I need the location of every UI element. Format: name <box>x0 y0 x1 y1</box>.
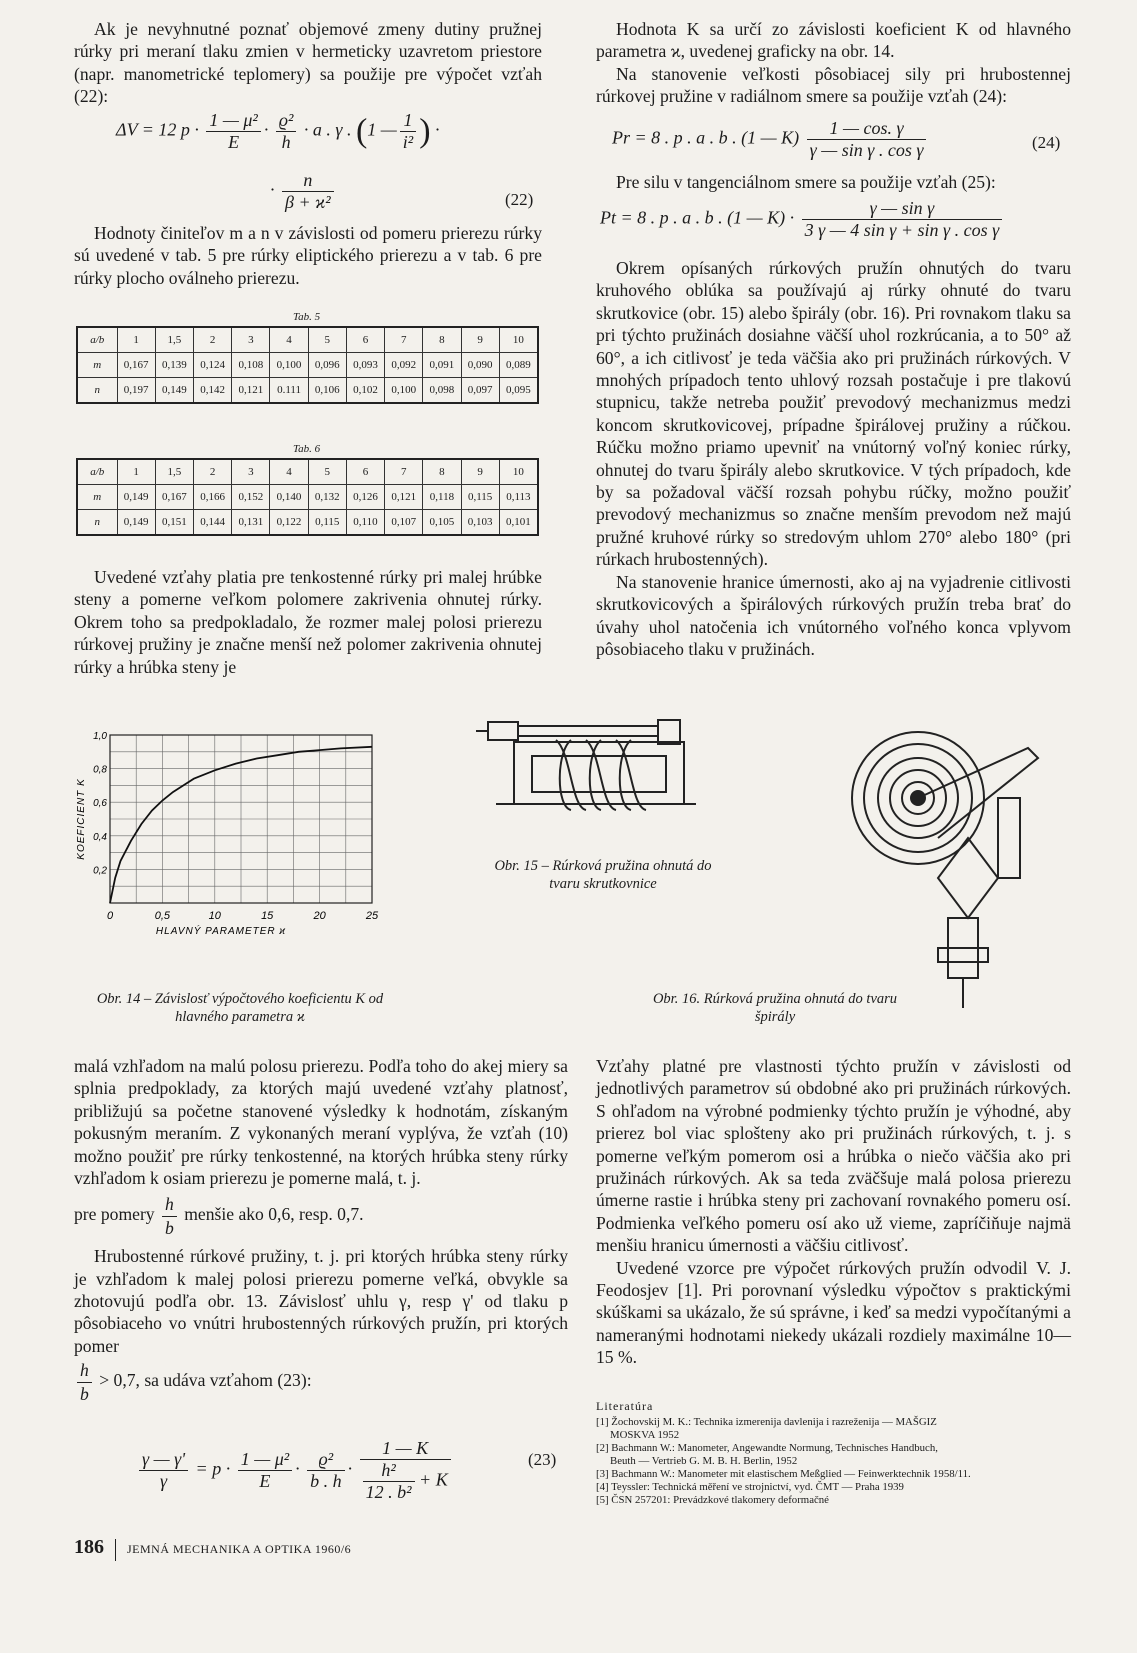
right-bottom-text: Vzťahy platné pre vlastnosti týchto pružín v závislosti od jednotlivých parametrov sú obdobné ako pri pružinách rúrkových. S ohľadom na výrobné podmienky týchto pružín je výhodné, aby prierez bol viac splošteny ako pri pružinách rúrkových, t. j. s pomerne veľkým pomerom osi a hrúbka o niečo väčšia ako pri pružinách rúrkových. Ak sa teda zväčšuje malá polosa prierezu úmerne rastie i hrúbka steny pri zachovaní rovnakého pomeru osí. Podmienka veľkého pomeru osí ako už vieme, zapríčiňuje najmä menšiu hranicu úmernosti a väčšiu citlivosť. Uvedené vzorce pre výpočet rúrkových pružín odvodil V. J. Feodosjev [1]. Pri porovnaní výsledku výpočtov s praktickými skúškami sa ukázalo, že sú správne, i keď sa medzi vypočítanými a nameranými hodnotami niekedy ukázali rozdiely maximálne 10—15 %. <box>596 1056 1071 1368</box>
table-6-caption: Tab. 6 <box>293 443 321 455</box>
x-tick-label: 15 <box>261 910 274 922</box>
table-cell: 0,089 <box>499 353 538 378</box>
table-header-cell: 10 <box>499 459 538 485</box>
table-row <box>77 510 538 536</box>
figure-15-caption: Obr. 15 – Rúrková pružina ohnutá do tvaru skrutkovnice <box>494 858 712 892</box>
table-cell: 0,197 <box>117 378 155 404</box>
table-cell: 0,107 <box>385 510 423 536</box>
figure-16-spiral-spring <box>818 718 1058 1028</box>
footer-divider <box>115 1539 116 1561</box>
table-cell: 0,151 <box>155 510 193 536</box>
right-p3: Pre silu v tangenciálnom smere sa použije vzťah (25): <box>616 172 996 192</box>
table-cell: 0,149 <box>117 485 155 510</box>
table-cell: 0,113 <box>499 485 538 510</box>
table-header-cell: 8 <box>423 327 461 353</box>
table-header-label: a/b <box>77 459 117 485</box>
table-row <box>77 353 538 378</box>
equation-23: $\frac{\gamma — \gamma'}{\gamma}$ = p · $\frac{\text{1 — μ²}}{E}$ · $\frac{\text{ϱ²}}{b . h}$ · 1 — K $\frac{\text{h²}}{\text{12 . b²}}$ + K <box>136 1438 454 1503</box>
right-mid-text: Okrem opísaných rúrkových pružín ohnutých do tvaru kruhového oblúka sa používajú aj rúrky ohnuté do tvaru skrutkovice (obr. 15) alebo špirály (obr. 16). Pri rovnakom tlaku sa pri týchto pružinách dosiahne väčší uhol rozkrúcania, a to 50° až 60°, a ich citlivosť je teda väčšia ako pri pružinách rúrkových. V mnohých prípadoch tento uhlový rozsah postačuje i pre tlakovú stupnicu, takže netreba použiť prevodový mechanizmus medzi koncom skrutkovicovej, prípadne špirálovej pružiny a rúčkou. Rúčku možno priamo upevniť na vnútorný voľný koniec rúrky, ohnutej do tvaru špirály alebo skrutkovice. V tých prípadoch, kde by sa požadoval väčší rozsah pohybu rúčky, možno použiť prevodový mechanizmus so značne menším prevodom než majú pružné kruhové rúrky so stredovým uhlom 270° alebo 180° (pri rúrkach hrubostenných). Na stanovenie hranice úmernosti, ako aj na vyjadrenie citlivosti skrutkovicových a špirálových rúrkových pružín treba brať do úvahy uhol natočenia ich vnútorného voľného konca vplyvom pôsobiaceho tlaku v pružinách. <box>596 258 1071 659</box>
table-cell: 0,140 <box>270 485 308 510</box>
table-header-cell: 1,5 <box>155 327 193 353</box>
table-header-cell: 1 <box>117 459 155 485</box>
table-cell: 0,100 <box>270 353 308 378</box>
table-cell: 0,139 <box>155 353 193 378</box>
table-cell: 0,142 <box>193 378 231 404</box>
table-header-cell: 6 <box>346 327 384 353</box>
y-axis-label: KOEFICIENT K <box>76 778 87 860</box>
table-cell: 0,126 <box>346 485 384 510</box>
equation-25: Pt = 8 . p . a . b . (1 — K) · $\frac{\text{γ — sin γ}}{\text{3 γ — 4 sin γ + sin γ . cos γ}}$ <box>600 198 1005 241</box>
table-cell: 0,167 <box>155 485 193 510</box>
y-tick-label: 0,2 <box>93 865 107 877</box>
row-label: m <box>77 485 117 510</box>
right-top-text: Hodnota K sa určí zo závislosti koeficient K od hlavného parametra ϰ, uvedenej graficky na obr. 14. Na stanovenie veľkosti pôsobiacej sily pri hrubostennej rúrkovej pružine v radiálnom smere sa použije vzťah (24): <box>596 19 1071 107</box>
table-header-cell: 9 <box>461 459 499 485</box>
table-cell: 0,110 <box>346 510 384 536</box>
figure-14-caption: Obr. 14 – Závislosť výpočtového koeficientu K od hlavného parametra ϰ <box>96 991 384 1025</box>
spiral-drawing <box>852 732 1038 1008</box>
table-cell: 0,124 <box>193 353 231 378</box>
table-cell: 0,100 <box>385 378 423 404</box>
table-cell: 0,122 <box>270 510 308 536</box>
table-cell: 0,149 <box>155 378 193 404</box>
table-header-cell: 3 <box>232 459 270 485</box>
table-header-cell: 7 <box>385 459 423 485</box>
left-after-tables-text: Uvedené vzťahy platia pre tenkostenné rúrky pri malej hrúbke steny a pomerne veľkom polomere zakrivenia ohnutej rúrky. Okrem toho sa predpokladalo, že rozmer malej polosi prierezu rúrkovej pružiny je značne menší než polomer zakrivenia ohnutej rúrky a hrúbka steny je <box>74 567 542 677</box>
table-header-cell: 6 <box>346 459 384 485</box>
left-bottom-text: malá vzhľadom na malú polosu prierezu. Podľa toho do akej miery sa splnia predpoklady, za ktorých majú uvedené vzťahy platnosť, približujú sa početne stanovené výsledky k hodnotám, získaným pokusným meraním. Z vykonaných meraní vyplýva, že vzťah (10) možno použiť pre rúrky tenkostenné, na ktorých hrúbka steny rúrky vzhľadom k osiam prierezu je pomerne malá, t. j. pre pomery $\frac{h}{b}$ menšie ako 0,6, resp. 0,7. Hrubostenné rúrkové pružiny, t. j. pri ktorých hrúbka steny rúrky je vzhľadom k malej polosi prierezu pomerne veľká, obvykle sa zhotovujú podľa obr. 13. Závislosť uhlu γ, resp γ' od tlaku p pôsobiaceho vo vnútri hrubostenných rúrkových pružín, pri ktorých pomer $\frac{h}{b}$ > 0,7, sa udáva vzťahom (23): <box>74 1056 568 1404</box>
x-tick-label: 0 <box>106 910 114 922</box>
reference-item: MOSKVA 1952 <box>610 1429 680 1441</box>
table-cell: 0,091 <box>423 353 461 378</box>
table-cell: 0.111 <box>270 378 308 404</box>
x-tick-label: 10 <box>208 910 221 922</box>
y-tick-label: 0,8 <box>93 764 107 776</box>
x-tick-label: 20 <box>313 910 326 922</box>
table-6 <box>76 458 539 536</box>
x-tick-label: 0,5 <box>154 910 171 922</box>
table-header-cell: 10 <box>499 327 538 353</box>
table-header-cell: 9 <box>461 327 499 353</box>
ratio-line-2: $\frac{h}{b}$ > 0,7, sa udáva vzťahom (23): <box>74 1359 568 1405</box>
reference-item: [4] Teyssler: Technická měření ve strojnictví, vyd. ČMT — Praha 1939 <box>596 1481 904 1493</box>
table-cell: 0,115 <box>461 485 499 510</box>
table-cell: 0,132 <box>308 485 346 510</box>
page-footer <box>74 1536 351 1561</box>
table-cell: 0,103 <box>461 510 499 536</box>
equation-24-label: (24) <box>1032 133 1061 152</box>
left-intro-text <box>74 18 542 108</box>
table-cell: 0,108 <box>232 353 270 378</box>
reference-item: [3] Bachmann W.: Manometer mit elastischem Meßglied — Feinwerktechnik 1958/11. <box>596 1468 971 1480</box>
table-cell: 0,093 <box>346 353 384 378</box>
paragraph: Ak je nevyhnutné poznať objemové zmeny dutiny pružnej rúrky pri meraní tlaku zmien v hermeticky uzavretom priestore (napr. manometrické teplomery) sa použije pre výpočet vzťah (22): <box>74 19 542 107</box>
table-cell: 0,102 <box>346 378 384 404</box>
row-label: n <box>77 510 117 536</box>
figure-15-helical-spring <box>476 712 726 842</box>
table-header-cell: 5 <box>308 327 346 353</box>
table-cell: 0,121 <box>385 485 423 510</box>
table-cell: 0,131 <box>232 510 270 536</box>
reference-item: [2] Bachmann W.: Manometer, Angewandte Normung, Technisches Handbuch, <box>596 1442 938 1454</box>
x-tick-label: 25 <box>365 910 379 922</box>
x-axis-label: HLAVNÝ PARAMETER ϰ <box>155 926 287 937</box>
table-cell: 0,144 <box>193 510 231 536</box>
equation-23-label: (23) <box>528 1450 557 1469</box>
table-header-cell: 2 <box>193 459 231 485</box>
table-header-label: a/b <box>77 327 117 353</box>
table-row <box>77 378 538 404</box>
table-cell: 0,166 <box>193 485 231 510</box>
journal-name: JEMNÁ MECHANIKA A OPTIKA 1960/6 <box>127 1542 352 1556</box>
table-header-cell: 4 <box>270 459 308 485</box>
table-cell: 0,149 <box>117 510 155 536</box>
table-cell: 0,152 <box>232 485 270 510</box>
references <box>596 1400 1074 1507</box>
table-cell: 0,105 <box>423 510 461 536</box>
table-cell: 0,118 <box>423 485 461 510</box>
table-header-cell: 1 <box>117 327 155 353</box>
table-5-caption: Tab. 5 <box>293 311 321 323</box>
table-cell: 0,167 <box>117 353 155 378</box>
table-cell: 0,098 <box>423 378 461 404</box>
reference-item: Beuth — Vertrieb G. M. B. H. Berlin, 1952 <box>610 1455 798 1467</box>
table-cell: 0,106 <box>308 378 346 404</box>
table-cell: 0,092 <box>385 353 423 378</box>
equation-22-label: (22) <box>505 190 534 209</box>
row-label: n <box>77 378 117 404</box>
page-number: 186 <box>74 1536 104 1558</box>
equation-24: Pr = 8 . p . a . b . (1 — K) $\frac{1 — \cos. \gamma}{\text{γ — sin γ . cos γ}}$ <box>612 118 929 161</box>
table-header-cell: 1,5 <box>155 459 193 485</box>
row-label: m <box>77 353 117 378</box>
y-tick-label: 0,6 <box>93 798 107 810</box>
reference-item: [5] ČSN 257201: Prevádzkové tlakomery deformačné <box>596 1494 829 1506</box>
references-heading: Literatúra <box>596 1399 654 1413</box>
table-5 <box>76 326 539 404</box>
ratio-line: pre pomery $\frac{h}{b}$ menšie ako 0,6, resp. 0,7. <box>74 1194 364 1238</box>
table-header-cell: 2 <box>193 327 231 353</box>
table-cell: 0,115 <box>308 510 346 536</box>
y-tick-label: 1,0 <box>93 731 107 742</box>
left-mid-text: Hodnoty činiteľov m a n v závislosti od pomeru prierezu rúrky sú uvedené v tab. 5 pre rúrky eliptického prierezu a v tab. 6 pre rúrky plocho oválneho prierezu. <box>74 223 542 288</box>
table-cell: 0,097 <box>461 378 499 404</box>
reference-item: [1] Žochovskij M. K.: Technika izmerenija davlenija i razreženija — MAŠGIZ <box>596 1416 937 1428</box>
table-cell: 0,090 <box>461 353 499 378</box>
equation-22-line1: ΔV = 12 p · $\frac{\text{1 — μ²}}{E}$ · $\frac{\text{ϱ²}}{h}$ · a . γ . (1 — $\frac{1}{\text{i²}}$ ) · <box>116 110 440 152</box>
table-header-cell: 8 <box>423 459 461 485</box>
table-header-cell: 4 <box>270 327 308 353</box>
helix-drawing <box>476 720 696 810</box>
table-header-cell: 7 <box>385 327 423 353</box>
figure-14-chart <box>70 725 400 965</box>
table-cell: 0,095 <box>499 378 538 404</box>
nut-icon <box>488 722 518 740</box>
table-header-cell: 5 <box>308 459 346 485</box>
y-tick-label: 0,4 <box>93 831 107 843</box>
table-cell: 0,101 <box>499 510 538 536</box>
table-cell: 0,096 <box>308 353 346 378</box>
table-header-cell: 3 <box>232 327 270 353</box>
table-row <box>77 485 538 510</box>
table-cell: 0,121 <box>232 378 270 404</box>
figure-16-caption: Obr. 16. Rúrková pružina ohnutá do tvaru špirály <box>652 991 898 1025</box>
equation-22-line2: · $\frac{n}{\text{β + ϰ²}}$ <box>270 170 337 213</box>
